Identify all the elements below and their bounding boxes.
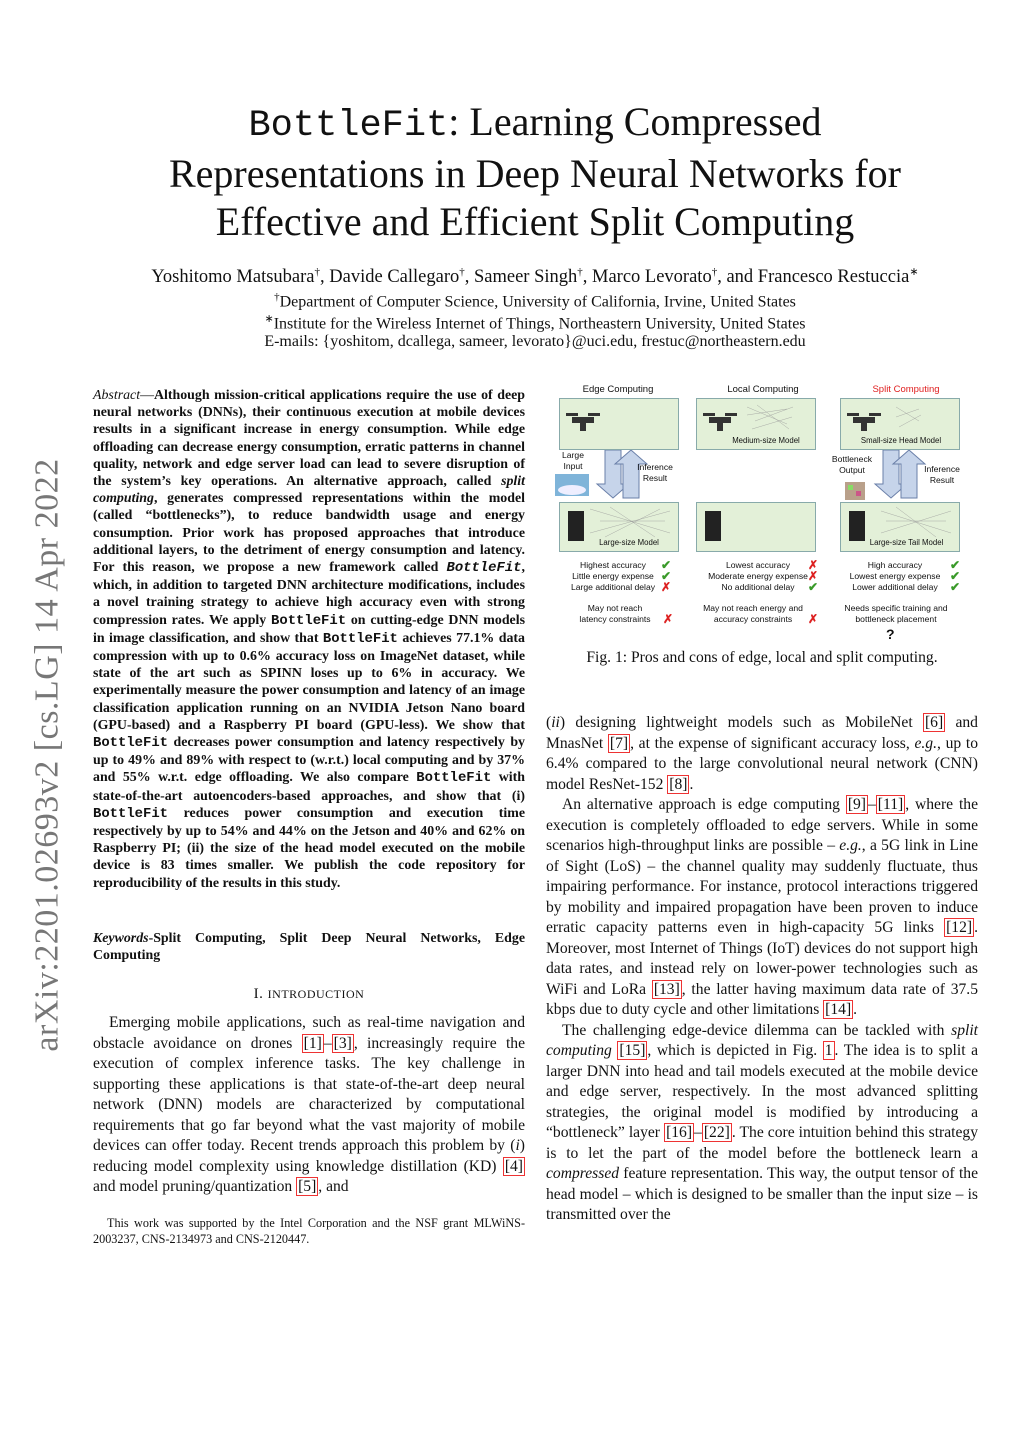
edge-server-box: Large-size Model bbox=[559, 502, 679, 552]
citation-link[interactable]: [8] bbox=[669, 775, 688, 793]
drone-icon bbox=[560, 399, 678, 449]
local-note: May not reach energy and accuracy constraints bbox=[703, 603, 803, 624]
local-note-cross-icon: ✗ bbox=[808, 612, 819, 626]
col-head-local: Local Computing bbox=[727, 384, 799, 395]
title-rest: : Learning Compressed Representations in Deep Neural Networks for Effective and Efficient Split Computing bbox=[169, 99, 901, 244]
local-empty-box bbox=[696, 502, 816, 552]
split-head-box: Small-size Head Model bbox=[840, 398, 960, 450]
right-column-text bbox=[546, 713, 978, 1226]
citation-link[interactable]: [12] bbox=[946, 919, 973, 936]
split-mark-delay: ✔ bbox=[950, 580, 961, 594]
split-mark-energy: ✔ bbox=[950, 569, 961, 583]
system-name: BottleFit bbox=[248, 105, 449, 147]
split-pros-list: High accuracy Lowest energy expense Lower additional delay bbox=[849, 560, 941, 592]
edge-mark-energy: ✔ bbox=[661, 569, 672, 583]
citation-link[interactable]: [14] bbox=[825, 1001, 852, 1018]
citation-link[interactable]: [16] bbox=[666, 1124, 693, 1141]
citation-link[interactable]: [1] bbox=[303, 1034, 322, 1052]
edge-pros-list: Highest accuracy Little energy expense Large additional delay bbox=[570, 560, 656, 592]
input-image-icon bbox=[555, 474, 589, 496]
citation-link[interactable]: [9] bbox=[847, 796, 866, 813]
citation-link[interactable]: [11] bbox=[877, 796, 904, 813]
edge-device-box bbox=[559, 398, 679, 450]
citation-link[interactable]: [15] bbox=[619, 1042, 646, 1059]
affiliation-neu: ∗Institute for the Wireless Internet of Things, Northeastern University, United States bbox=[264, 313, 806, 333]
arxiv-identifier: arXiv:2201.02693v2 [cs.LG] 14 Apr 2022 bbox=[29, 458, 66, 1052]
server-icon bbox=[697, 503, 815, 551]
local-mark-accuracy: ✗ bbox=[808, 558, 819, 572]
affiliation-uci: †Department of Computer Science, University of California, Irvine, United States bbox=[274, 291, 796, 311]
citation-link[interactable]: [4] bbox=[504, 1157, 523, 1175]
figure-1 bbox=[553, 380, 978, 640]
author-emails: E-mails: {yoshitom, dcallega, sameer, levorato}@uci.edu, frestuc@northeastern.edu bbox=[264, 333, 806, 350]
split-mark-accuracy: ✔ bbox=[950, 558, 961, 572]
paragraph-edge-computing: An alternative approach is edge computing [9] – [11] , where the execution is completely offloaded to edge servers. While in some scenarios high-throughput links are possible – e.g., a 5G link in Line of Sight (LoS) – the channel quality may suddenly fluctuate, thus impairing performance. For instance, protocol interactions triggered by mobility and impaired propagation have been proven to induce erratic capacity patterns even in high-capacity 5G links [12] . Moreover, most Internet of Things (IoT) devices do not support high data rates, and instead rely on lower-power technologies such as WiFi and LoRa [13] , the latter having maximum data rate of 37.5 kbps due to duty cycle and other limitations [14] . bbox=[546, 796, 978, 1018]
local-device-box: Medium-size Model bbox=[696, 398, 816, 450]
local-mark-delay: ✔ bbox=[808, 580, 819, 594]
edge-note-cross-icon: ✗ bbox=[663, 612, 674, 626]
inference-result-label: Inference Result bbox=[637, 462, 673, 483]
edge-mark-accuracy: ✔ bbox=[661, 558, 672, 572]
col-head-split: Split Computing bbox=[872, 384, 940, 395]
large-input-label: Large Input bbox=[562, 450, 584, 471]
citation-link[interactable]: [3] bbox=[333, 1034, 352, 1052]
split-note: Needs specific training and bottleneck placement bbox=[844, 603, 948, 624]
figure-link[interactable]: 1 bbox=[824, 1042, 833, 1059]
bottleneck-output-label: Bottleneck Output bbox=[831, 454, 873, 475]
keywords: Keywords-Split Computing, Split Deep Neural Networks, Edge Computing bbox=[93, 931, 525, 964]
paragraph-lightweight: (ii) designing lightweight models such as MobileNet [6] and MnasNet [7] , at the expense of significant accuracy loss, e.g., up to 6.4% compared to the large convolutional neural network (CNN) model ResNet-152 [8] . bbox=[546, 714, 978, 793]
edge-note: May not reach latency constraints bbox=[579, 603, 651, 624]
figure-caption: Fig. 1: Pros and cons of edge, local and split computing. bbox=[586, 649, 938, 666]
intro-paragraph: Emerging mobile applications, such as real-time navigation and obstacle avoidance on drones [1] – [3] , increasingly require the execution of complex inference tasks. The key challenge in supporting these applications is that state-of-the-art deep neural network (DNN) models are characterized by computational requirements that go far beyond what the vast majority of mobile devices can offer today. Recent trends approach this problem by (i) reducing model complexity using knowledge distillation (KD) [4] and model pruning/quantization [5] , and bbox=[93, 1014, 525, 1195]
bottleneck-tensor-icon bbox=[845, 482, 865, 500]
citation-link[interactable]: [7] bbox=[609, 734, 629, 752]
edge-mark-delay: ✗ bbox=[661, 580, 672, 594]
question-icon: ? bbox=[886, 626, 895, 642]
local-mark-energy: ✗ bbox=[808, 569, 819, 583]
section-heading: I. INTRODUCTION bbox=[253, 986, 365, 1002]
funding-footnote: This work was supported by the Intel Corporation and the NSF grant MLWiNS-2003237, CNS-2134973 and CNS-2120447. bbox=[93, 1216, 525, 1246]
paragraph-split-computing: The challenging edge-device dilemma can be tackled with split computing [15] , which is depicted in Fig. 1 . The idea is to split a larger DNN into head and tail models executed at the mobile device and edge server, respectively. In the most advanced splitting strategies, the original model is modified by introducing a “bottleneck” layer [16] – [22] . The core intuition behind this strategy is to let the part of the model before the bottleneck learn a compressed feature representation. This way, the output tensor of the head model – which is designed to be smaller than the input size – is transmitted over the bbox=[546, 1021, 978, 1223]
col-head-edge: Edge Computing bbox=[582, 384, 654, 395]
split-inference-result-label: Inference Result bbox=[924, 464, 960, 485]
split-tail-box: Large-size Tail Model bbox=[840, 502, 960, 552]
citation-link[interactable]: [22] bbox=[703, 1124, 730, 1141]
citation-link[interactable]: [5] bbox=[298, 1178, 317, 1195]
local-pros-list: Lowest accuracy Moderate energy expense No additional delay bbox=[708, 560, 808, 592]
paper-title bbox=[120, 98, 950, 246]
citation-link[interactable]: [13] bbox=[653, 980, 680, 998]
abstract: Abstract—Although mission-critical applications require the use of deep neural networks (DNNs), their continuous execution at mobile devices results in a significant increase in energy consumption. While edge offloading can decrease energy consumption, erratic patterns in channel quality, network and edge server load can lead to severe disruption of the system’s key operations. An alternative approach, called split computing, generates compressed representations within the model (called “bottlenecks”), to reduce bandwidth usage and energy consumption. Prior work has proposed approaches that introduce additional layers, to the detriment of energy consumption and latency. For this reason, we propose a new framework called BottleFit, which, in addition to targeted DNN architecture modifications, includes a novel training strategy to achieve high accuracy even with strong compression rates. We apply BottleFit on cutting-edge DNN models in image classification, and show that BottleFit achieves 77.1% data compression with up to 0.6% accuracy loss on ImageNet dataset, while state of the art such as SPINN loses up to 6% in accuracy. We experimentally measure the power consumption and latency of an image classification application running on an NVIDIA Jetson Nano board (GPU-based) and a Raspberry PI board (GPU-less). We show that BottleFit decreases power consumption and latency respectively by up to 49% and 89% with respect to (w.r.t.) local computing and by 37% and 55% w.r.t. edge offloading. We also compare BottleFit with state-of-the-art autoencoders-based approaches, and show that (i) BottleFit reduces power consumption and execution time respectively by up to 54% and 44% on the Jetson and 40% and 62% on Raspberry PI; (ii) the size of the head model executed on the mobile device is 83 times smaller. We publish the code repository for reproducibility of the results in this study. bbox=[93, 388, 525, 891]
author-list: Yoshitomo Matsubara†, Davide Callegaro†, Sameer Singh†, Marco Levorato†, and Francesco Restuccia∗ bbox=[151, 266, 919, 288]
citation-link[interactable]: [6] bbox=[924, 714, 944, 731]
